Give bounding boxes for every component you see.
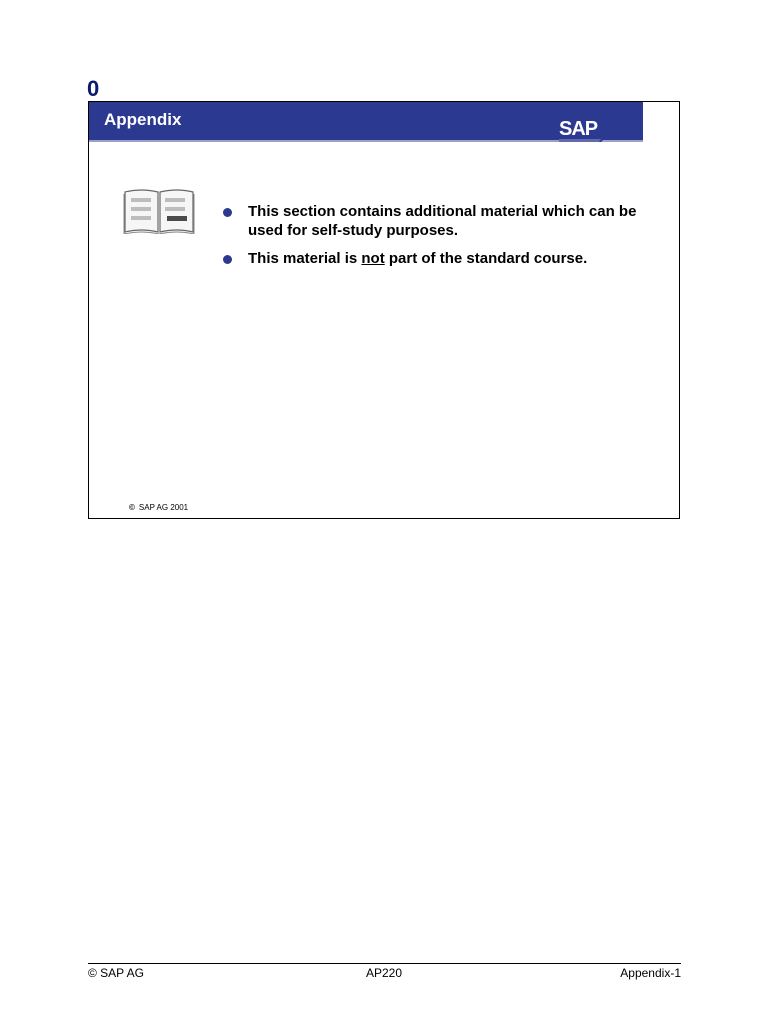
bullet-list [221, 202, 661, 277]
bullet-dot-icon [223, 208, 232, 217]
sap-logo [559, 102, 641, 142]
bullet-dot-icon [223, 255, 232, 264]
bullet-text: This section contains additional material which can be used for self-study purposes. [248, 203, 637, 239]
copyright-text: SAP AG 2001 [138, 503, 189, 512]
book-icon [123, 188, 195, 234]
bullet-item [221, 249, 661, 268]
bullet-underlined-text: not [361, 250, 385, 267]
bullet-item [221, 202, 661, 240]
bullet-text: This material is [248, 250, 362, 267]
footer-page-number: Appendix-1 [620, 966, 681, 980]
slide-title: Appendix [104, 110, 182, 129]
sap-logo-text: SAP [559, 118, 598, 140]
slide-frame [88, 101, 680, 519]
footer-course-code: AP220 [365, 966, 403, 980]
chapter-number: 0 [87, 76, 100, 101]
footer-copyright: © SAP AG [88, 966, 144, 980]
bullet-text-after: part of the standard course. [384, 250, 588, 267]
footer-rule [88, 963, 681, 964]
copyright-symbol: © [129, 503, 135, 512]
slide-copyright [129, 503, 188, 512]
